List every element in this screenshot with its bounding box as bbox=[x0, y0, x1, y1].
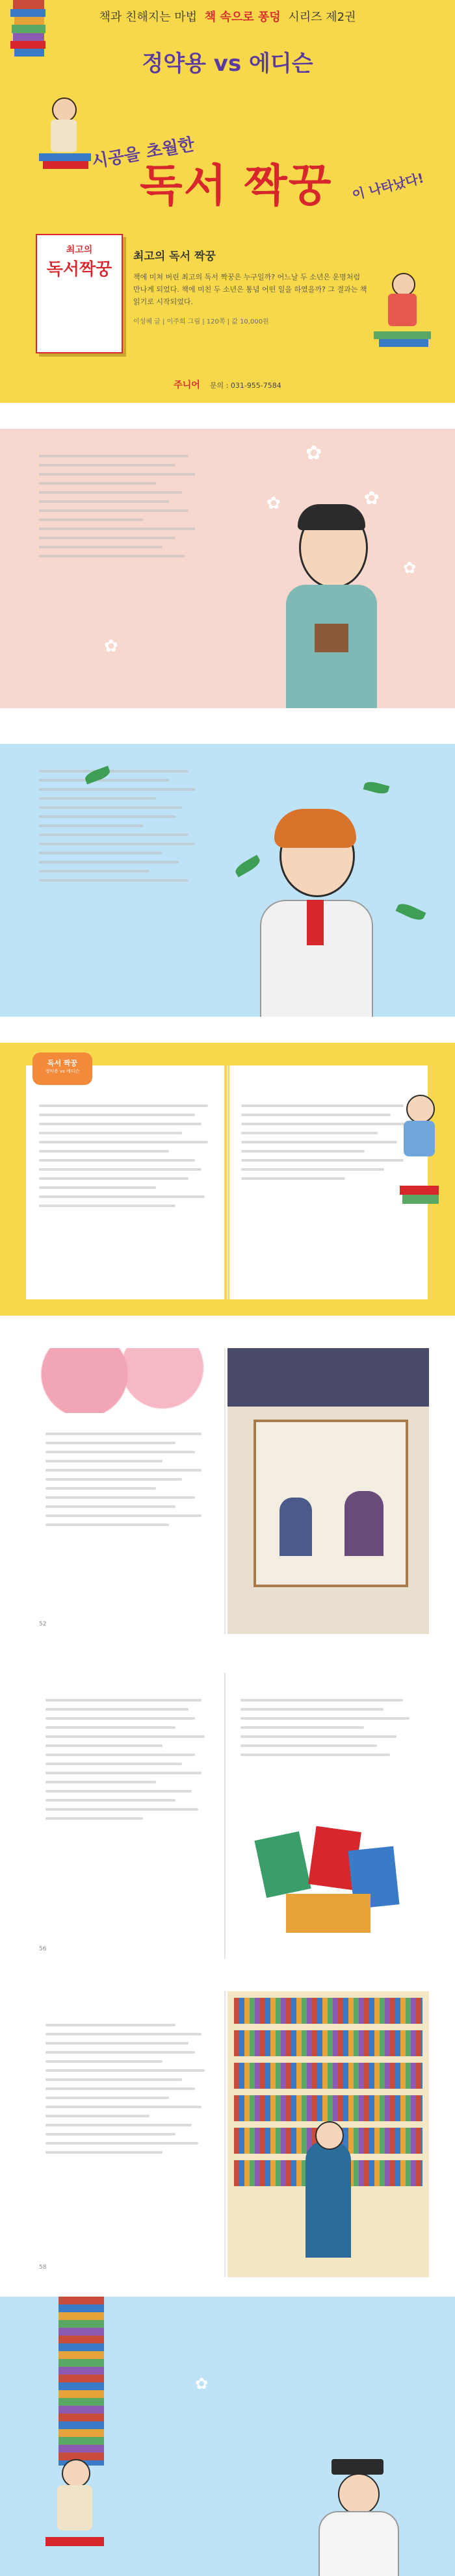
spread-jeong-yakyong bbox=[0, 429, 455, 708]
cover-main-text: 독서짝꿍 bbox=[46, 260, 112, 279]
book-description: 책에 미쳐 버린 최고의 독서 짝꿍은 누구일까? 어느날 두 소년은 운명처럼 만나게 되었다. 책에 미친 두 소년은 통념 어떤 일을 하였을까? 그 결과는 책 읽기로 시작되었다. bbox=[133, 273, 367, 306]
leaf-icon bbox=[363, 780, 390, 795]
banner bbox=[0, 0, 455, 403]
book-info bbox=[133, 247, 367, 325]
page-number: 58 bbox=[39, 2264, 47, 2271]
leaf-icon bbox=[233, 855, 262, 878]
cover-top-text: 최고의 bbox=[66, 245, 93, 255]
spread-open-book bbox=[0, 1043, 455, 1316]
leaf-icon bbox=[395, 900, 426, 923]
names-title: 정약용 vs 에디슨 bbox=[142, 51, 313, 77]
subtitle-left: 시공을 초월한 bbox=[90, 134, 196, 172]
edison-illustration bbox=[260, 815, 370, 1017]
reading-kids-illustration bbox=[400, 1095, 445, 1290]
flower-icon: ✿ bbox=[306, 442, 322, 465]
girl-illustration bbox=[374, 273, 432, 357]
flower-icon: ✿ bbox=[403, 559, 417, 577]
book-info-title: 최고의 독서 짝꿍 bbox=[133, 250, 216, 263]
left-page bbox=[26, 1991, 221, 2277]
subtitle-right: 이 나타났다! bbox=[350, 170, 426, 203]
book-meta: 이성혜 글 | 이주희 그림 | 120쪽 | 값 10,000원 bbox=[133, 318, 269, 325]
main-title: 독서 짝꿍 bbox=[140, 160, 333, 212]
page-number: 56 bbox=[39, 1946, 47, 1952]
spread-sky bbox=[0, 2297, 455, 2576]
badge-subtitle: 정약용 vs 에디슨 bbox=[45, 1069, 80, 1074]
text-column bbox=[39, 763, 202, 888]
right-page bbox=[229, 1065, 428, 1299]
spread-library bbox=[0, 1985, 455, 2284]
books-stack-illustration bbox=[247, 1822, 410, 1946]
left-page bbox=[26, 1673, 221, 1959]
series-suffix: 시리즈 제2권 bbox=[288, 10, 356, 24]
boy-climbing-illustration bbox=[46, 2459, 104, 2570]
publisher-phone: 문의 : 031-955-7584 bbox=[209, 381, 281, 390]
badge-title: 독서 짝꿍 bbox=[47, 1059, 78, 1067]
scholar-illustration bbox=[306, 2459, 410, 2576]
flower-icon: ✿ bbox=[364, 487, 380, 509]
series-prefix: 책과 친해지는 마법 bbox=[99, 10, 198, 24]
book-cover bbox=[36, 234, 123, 353]
flower-icon: ✿ bbox=[104, 637, 118, 656]
book-tower-illustration bbox=[58, 2297, 104, 2466]
spread-seodang bbox=[0, 1335, 455, 1640]
jeong-yakyong-illustration bbox=[286, 507, 377, 708]
spread-library-books bbox=[0, 1660, 455, 1965]
seodang-illustration bbox=[228, 1348, 429, 1634]
left-page bbox=[26, 1348, 221, 1634]
cherry-tree-illustration bbox=[26, 1348, 221, 1413]
page-number: 52 bbox=[39, 1621, 47, 1627]
flower-icon: ✿ bbox=[195, 2375, 209, 2393]
boy-illustration bbox=[39, 97, 91, 175]
library-illustration bbox=[228, 1991, 429, 2277]
publisher-logo: 주니어 bbox=[174, 380, 200, 390]
text-column bbox=[39, 448, 202, 564]
spread-badge bbox=[32, 1052, 92, 1085]
left-page bbox=[26, 1059, 224, 1299]
right-page bbox=[228, 1673, 429, 1959]
series-title: 책 속으로 퐁덩 bbox=[204, 10, 281, 24]
spread-edison bbox=[0, 744, 455, 1017]
flower-icon: ✿ bbox=[266, 494, 281, 513]
